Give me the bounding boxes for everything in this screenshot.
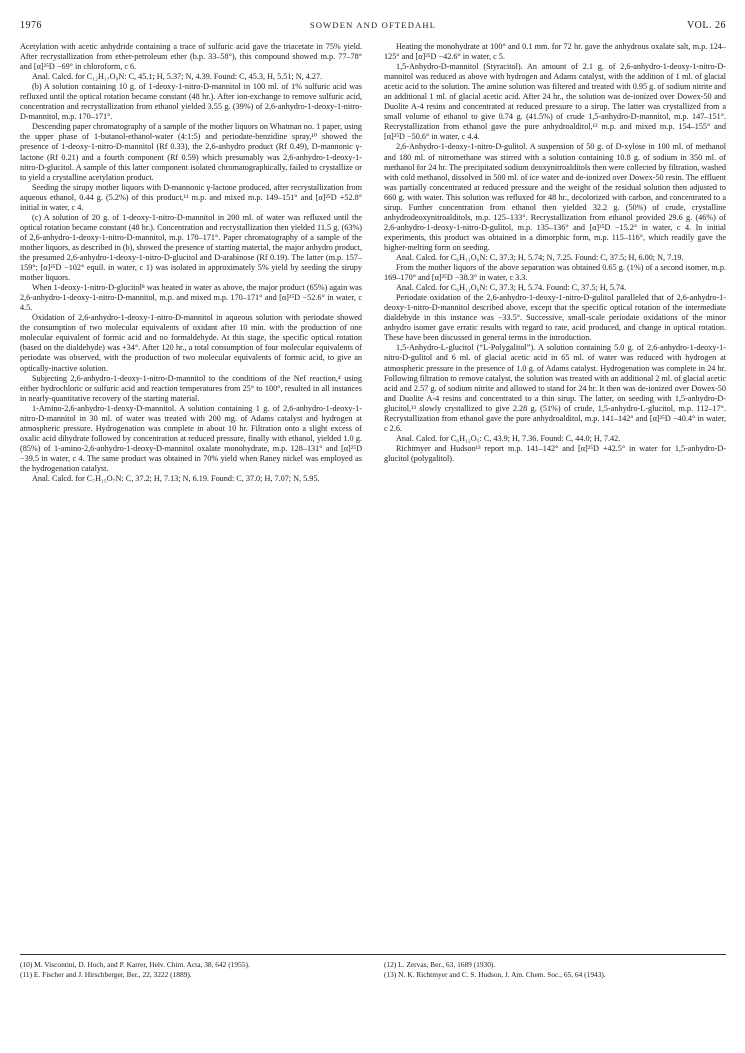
section-paragraph: 1,5-Anhydro-D-mannitol (Styracitol). An amount of 2.1 g. of 2,6-anhydro-1-deoxy-1-nitro-D-mannitol was reduced as above with hydrogen and Adams catalyst, with the addition of 1 ml. of glacial acetic acid to the solution. The amine solution was filtered and treated with 0.95 g. of sodium nitrite and an additional 1 ml. of glacial acetic acid. After 24 hr., the solution was de-ionized over Dowex-50 and Duolite A-4 resins and concentrated at reduced pressure to a sirup. The latter was crystallized from a small volume of ethanol to give 0.74 g. (41.5%) of crude 1,5-anhydro-D-mannitol, m.p. 147–151°. Recrystallization from ethanol gave the pure anhydroalditol,¹² m.p. and mixed m.p. 154–155° and [α]²⁵D −50.6° in water, c 4.4. <box>384 62 726 142</box>
paragraph: Subjecting 2,6-anhydro-1-deoxy-1-nitro-D-mannitol to the conditions of the Nef reaction,⁴ using either hydrochloric or sulfuric acid and reaction temperatures from 25° to 100°, resulted in all instances in nearly-quantitative recovery of the starting material. <box>20 373 362 403</box>
paragraph: (b) A solution containing 10 g. of 1-deoxy-1-nitro-D-mannitol in 100 ml. of 1% sulfuric acid was refluxed until the optical rotation became constant (48 hr.). After ion-exchange to remove sulfuric acid, concentration and recrystallization from ethanol yielded 3.55 g. (39%) of 2,6-anhydro-1-deoxy-1-nitro-D-mannitol, m.p. 170–171°. <box>20 82 362 122</box>
footnote-rule <box>20 954 726 955</box>
page-number: 1976 <box>20 20 42 31</box>
section-paragraph: 1-Amino-2,6-anhydro-1-deoxy-D-mannitol. A solution containing 1 g. of 2,6-anhydro-1-deoxy-1-nitro-D-mannitol in 30 ml. of water was treated with 200 mg. of Adams catalyst and hydrogen at atmospheric pressure. Hydrogenation was complete in about 10 hr. Filtration onto a slight excess of oxalic acid dihydrate followed by concentration at reduced pressure, finally with ethanol, yielded 1.0 g. (85%) of 1-amino-2,6-anhydro-1-deoxy-D-mannitol oxalate monohydrate, m.p. 128–131° and [α]²⁵D −39.5 in water, c 4. The same product was obtained in 70% yield when Raney nickel was employed as the hydrogenation catalyst. <box>20 403 362 473</box>
paragraph: Descending paper chromatography of a sample of the mother liquors on Whatman no. 1 paper, using the upper phase of 1-butanol-ethanol-water (4:1:5) and periodate-benzidine spray,¹⁰ showed the presence of 1-deoxy-1-nitro-D-mannitol (Rf 0.33), the 2,6-anhydro product (Rf 0.49), D-mannonic γ-lactone (Rf 0.21) and a fourth component (Rf 0.59) which presumably was 2,6-anhydro-1-deoxy-1-nitro-D-glucitol. A sample of this latter component isolated chromatographically, failed to crystallize or to yield a crystalline acetylation product. <box>20 122 362 182</box>
paragraph: From the mother liquors of the above separation was obtained 0.65 g. (1%) of a second isomer, m.p. 169–170° and [α]²⁵D −38.3° in water, c 3.3. <box>384 263 726 283</box>
paragraph: Oxidation of 2,6-anhydro-1-deoxy-1-nitro-D-mannitol in aqueous solution with periodate showed the consumption of two molecular equivalents of oxidant after 10 min. with the production of one molecular equivalent of formic acid and no formaldehyde. At this stage, the specific optical rotation (based on the dialdehyde) was +34°. After 120 hr., a total consumption of four molecular equivalents of periodate was observed, with the production of two molecular equivalents of formic acid, to give an optically-inactive solution. <box>20 313 362 373</box>
section-paragraph: 2,6-Anhydro-1-deoxy-1-nitro-D-gulitol. A suspension of 50 g. of D-xylose in 100 ml. of methanol and 180 ml. of nitromethane was stirred with a solution containing 10.8 g. of sodium in 350 ml. of methanol for 24 hr. The precipitated sodium deoxynitroalditols then were collected by filtration, washed with cold methanol, dissolved in 500 ml. of ice water and de-ionized over Dowex-50 resin. The effluent was partially concentrated at reduced pressure and the weight of the residual solution then adjusted to 660 g. with water. This solution was refluxed for 48 hr., decolorized with carbon, and concentrated to a sirup. Further concentration from ethanol then yielded 32.2 g. (50%) of crude, crystalline anhydrodeoxynitroalditols, m.p. 125–133°. Recrystallization from ethanol provided 29.6 g. (46%) of 2,6-anhydro-1-deoxy-1-nitro-D-gulitol, m.p. 135–136° and [α]²⁵D −15.2° in water, c 4. In initial experiments, this product was obtained in a dimorphic form, m.p. 115–116°, which readily gave the higher-melting form on seeding. <box>384 142 726 252</box>
footnote: (13) N. K. Richtmyer and C. S. Hudson, J. Am. Chem. Soc., 65, 64 (1943). <box>384 969 606 979</box>
footnote: (12) L. Zervas, Ber., 63, 1689 (1930). <box>384 960 496 969</box>
paragraph: Anal. Calcd. for C₁₂H₁₇O₉N: C, 45.1; H, 5.37; N, 4.39. Found: C, 45.3, H, 5.51; N, 4.27. <box>32 72 323 82</box>
paragraph: Anal. Calcd. for C₆H₁₁O₆N: C, 37.3; H, 5.74; N, 7.25. Found: C, 37.5; H, 6.00; N, 7.19. <box>396 252 684 262</box>
paragraph: (c) A solution of 20 g. of 1-deoxy-1-nitro-D-mannitol in 200 ml. of water was refluxed until the optical rotation became constant (48 hr.). Concentration and recrystallization then yielded 11.5 g. (63%) of 2,6-anhydro-1-deoxy-1-nitro-D-mannitol, m.p. 170–171°. Paper chromatography of a sample of the mother liquors, as described in (b), showed the presence of starting material, the major anhydro product, the presumed 2,6-anhydro-1-deoxy-1-nitro-D-glucitol and D-arabinose (Rf 0.19). The latter (m.p. 157–159°; [α]²⁵D −102° equil. in water, c 1) was isolated in approximately 5% yield by seeding the sirupy mother liquors. <box>20 212 362 283</box>
paragraph: Seeding the sirupy mother liquors with D-mannonic γ-lactone produced, after recrystallization from aqueous ethanol, 0.44 g. (5.2%) of this product,¹¹ m.p. and mixed m.p. 149–151° and [α]²⁵D +52.8° initial in water, c 4. <box>20 182 362 212</box>
footnotes-left <box>20 960 362 979</box>
paragraph: Heating the monohydrate at 100° and 0.1 mm. for 72 hr. gave the anhydrous oxalate salt, m.p. 124–125° and [α]²⁵D −42.6° in water, c 5. <box>384 42 726 62</box>
section-paragraph: 1,5-Anhydro-L-glucitol (“L-Polygalitol”). A solution containing 5.0 g. of 2,6-anhydro-1-deoxy-1-nitro-D-gulitol and 6 ml. of glacial acetic acid in 65 ml. of water was reduced with hydrogen at atmospheric pressure in the presence of 1.0 g. of Adams catalyst. Hydrogenation was complete in 24 hr. Following filtration to remove catalyst, the solution was treated with an additional 2 ml. of glacial acetic acid and 2.57 g. of sodium nitrite and allowed to stand for 24 hr. It then was de-ionized over Dowex-50 and Duolite A-4 resins and concentrated to a thin sirup. The latter, on seeding with 1,5-anhydro-D-glucitol,¹³ slowly crystallized to give 2.28 g. (51%) of crude, 1,5-anhydro-L-glucitol, m.p. 112–17°. Recrystallization from ethanol gave the pure anhydroalditol, m.p. 141–142° and [α]²⁵D −40.4° in water, c 2.6. <box>384 343 726 433</box>
paragraph: Anal. Calcd. for C₇H₁₅O₇N: C, 37.2; H, 7.13; N, 6.19. Found: C, 37.0; H, 7.07; N, 5.95. <box>32 474 320 484</box>
paragraph: Richtmyer and Hudson¹³ report m.p. 141–142° and [α]²⁵D +42.5° in water for 1,5-anhydro-D-glucitol (polygalitol). <box>384 443 726 463</box>
paragraph: Acetylation with acetic anhydride containing a trace of sulfuric acid gave the triacetate in 75% yield. After recrystallization from ether-petroleum ether (b.p. 33–58°), this compound showed m.p. 77–78° and [α]²⁵D −69° in chloroform, c 6. <box>20 42 362 72</box>
running-authors: SOWDEN AND OFTEDAHL <box>309 20 437 30</box>
volume-label: VOL. 26 <box>686 20 726 31</box>
paragraph: Anal. Calcd. for C₆H₁₂O₅: C, 43.9; H, 7.36. Found: C, 44.0; H, 7.42. <box>396 433 621 443</box>
paragraph: When 1-deoxy-1-nitro-D-glucitol⁸ was heated in water as above, the major product (65%) again was 2,6-anhydro-1-deoxy-1-nitro-D-mannitol, m.p. and mixed m.p. 170–171° and [α]²⁵D −52.6° in water, c 4.5. <box>20 283 362 313</box>
paragraph: Anal. Calcd. for C₆H₁₁O₆N: C, 37.3; H, 5.74. Found: C, 37.5; H, 5.74. <box>396 283 627 293</box>
right-column <box>384 42 726 464</box>
footnotes-right <box>384 960 726 979</box>
running-header <box>20 20 726 34</box>
left-column <box>20 42 362 484</box>
footnote: (10) M. Viscontini, D. Hoch, and P. Karrer, Helv. Chim. Acta, 38, 642 (1955). <box>20 960 250 969</box>
footnote: (11) E. Fischer and J. Hirschberger, Ber., 22, 3222 (1889). <box>20 969 192 979</box>
paragraph: Periodate oxidation of the 2,6-anhydro-1-deoxy-1-nitro-D-gulitol paralleled that of 2,6-anhydro-1-deoxy-1-nitro-D-mannitol described above, except that the specific optical rotation of the intermediate dialdehyde in this instance was −33.5°. Successive, small-scale periodate oxidations of the minor anhydro isomer gave erratic results with regard to rate, acid produced, and change in optical rotation. These have been discussed in general terms in the introduction. <box>384 293 726 343</box>
